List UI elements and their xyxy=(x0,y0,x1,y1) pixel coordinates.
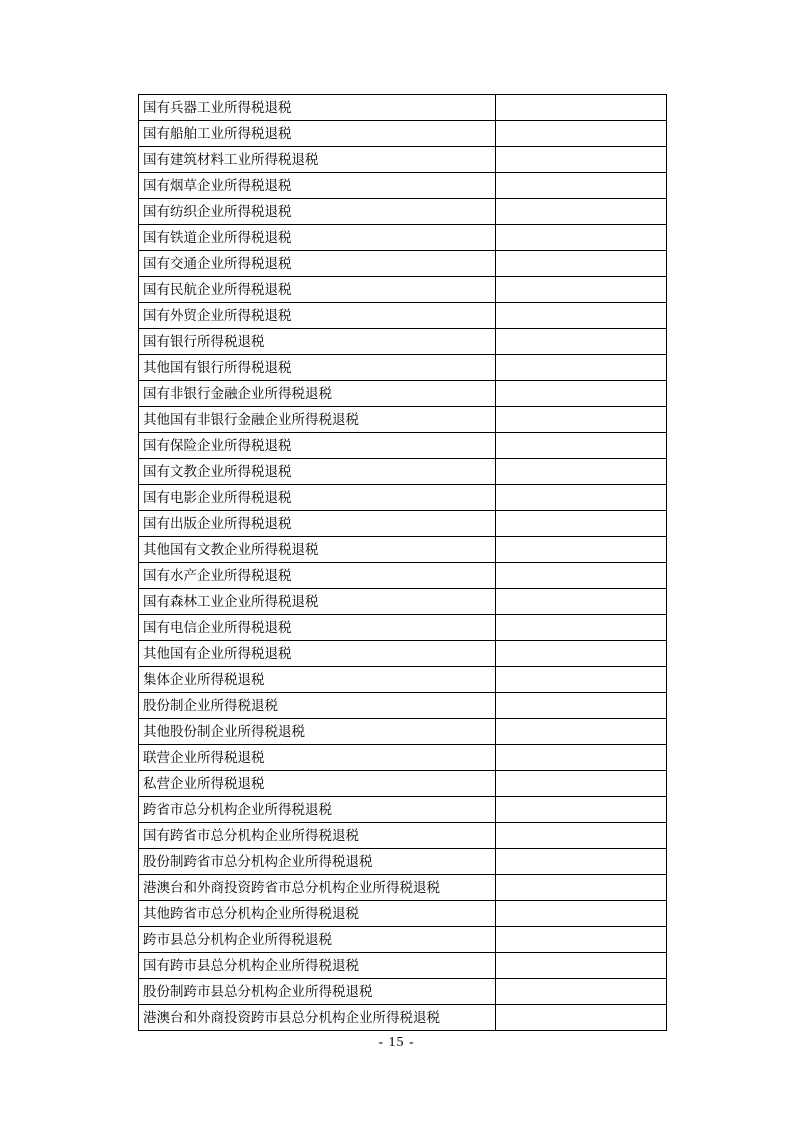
page-number: - 15 - xyxy=(378,1035,415,1050)
item-value-cell xyxy=(496,1005,667,1031)
table-row xyxy=(139,1005,667,1031)
budget-line-items-table xyxy=(138,94,667,1031)
item-value-cell xyxy=(496,849,667,875)
item-value-cell xyxy=(496,277,667,303)
item-value-cell xyxy=(496,979,667,1005)
item-name-cell: 其他国有非银行金融企业所得税退税 xyxy=(139,407,496,433)
table-row xyxy=(139,251,667,277)
item-value-cell xyxy=(496,563,667,589)
table-row xyxy=(139,745,667,771)
table-row xyxy=(139,407,667,433)
item-value-cell xyxy=(496,953,667,979)
item-name-cell: 股份制跨省市总分机构企业所得税退税 xyxy=(139,849,496,875)
item-value-cell xyxy=(496,719,667,745)
table-row xyxy=(139,615,667,641)
item-value-cell xyxy=(496,901,667,927)
item-value-cell xyxy=(496,485,667,511)
table-row xyxy=(139,719,667,745)
table-row xyxy=(139,563,667,589)
item-value-cell xyxy=(496,927,667,953)
item-value-cell xyxy=(496,875,667,901)
item-value-cell xyxy=(496,745,667,771)
item-name-cell: 国有铁道企业所得税退税 xyxy=(139,225,496,251)
item-name-cell: 联营企业所得税退税 xyxy=(139,745,496,771)
item-value-cell xyxy=(496,615,667,641)
item-value-cell xyxy=(496,433,667,459)
item-value-cell xyxy=(496,823,667,849)
item-value-cell xyxy=(496,225,667,251)
table-row xyxy=(139,147,667,173)
table-row xyxy=(139,303,667,329)
table-row xyxy=(139,979,667,1005)
table-row xyxy=(139,485,667,511)
table-row xyxy=(139,459,667,485)
item-name-cell: 国有电影企业所得税退税 xyxy=(139,485,496,511)
item-value-cell xyxy=(496,693,667,719)
item-name-cell: 股份制企业所得税退税 xyxy=(139,693,496,719)
item-value-cell xyxy=(496,251,667,277)
item-name-cell: 跨市县总分机构企业所得税退税 xyxy=(139,927,496,953)
item-name-cell: 国有兵器工业所得税退税 xyxy=(139,95,496,121)
item-value-cell xyxy=(496,381,667,407)
item-value-cell xyxy=(496,355,667,381)
table-row xyxy=(139,849,667,875)
item-value-cell xyxy=(496,173,667,199)
item-name-cell: 其他跨省市总分机构企业所得税退税 xyxy=(139,901,496,927)
item-name-cell: 港澳台和外商投资跨省市总分机构企业所得税退税 xyxy=(139,875,496,901)
item-name-cell: 国有电信企业所得税退税 xyxy=(139,615,496,641)
item-name-cell: 国有跨市县总分机构企业所得税退税 xyxy=(139,953,496,979)
item-value-cell xyxy=(496,407,667,433)
item-name-cell: 集体企业所得税退税 xyxy=(139,667,496,693)
table-row xyxy=(139,641,667,667)
item-name-cell: 国有民航企业所得税退税 xyxy=(139,277,496,303)
item-value-cell xyxy=(496,641,667,667)
table-row xyxy=(139,225,667,251)
table-row xyxy=(139,537,667,563)
item-name-cell: 国有船舶工业所得税退税 xyxy=(139,121,496,147)
table-body xyxy=(139,95,667,1031)
item-name-cell: 其他国有企业所得税退税 xyxy=(139,641,496,667)
table-row xyxy=(139,433,667,459)
item-name-cell: 其他国有银行所得税退税 xyxy=(139,355,496,381)
item-value-cell xyxy=(496,537,667,563)
table-row xyxy=(139,95,667,121)
table-row xyxy=(139,693,667,719)
item-value-cell xyxy=(496,667,667,693)
table-row xyxy=(139,329,667,355)
item-name-cell: 其他股份制企业所得税退税 xyxy=(139,719,496,745)
item-name-cell: 国有出版企业所得税退税 xyxy=(139,511,496,537)
item-value-cell xyxy=(496,147,667,173)
item-name-cell: 国有文教企业所得税退税 xyxy=(139,459,496,485)
item-name-cell: 国有水产企业所得税退税 xyxy=(139,563,496,589)
item-value-cell xyxy=(496,589,667,615)
table-row xyxy=(139,355,667,381)
item-name-cell: 股份制跨市县总分机构企业所得税退税 xyxy=(139,979,496,1005)
table-row xyxy=(139,199,667,225)
item-value-cell xyxy=(496,121,667,147)
table-row xyxy=(139,927,667,953)
table-row xyxy=(139,953,667,979)
table-row xyxy=(139,875,667,901)
item-value-cell xyxy=(496,771,667,797)
item-name-cell: 其他国有文教企业所得税退税 xyxy=(139,537,496,563)
item-name-cell: 跨省市总分机构企业所得税退税 xyxy=(139,797,496,823)
item-value-cell xyxy=(496,95,667,121)
table-row xyxy=(139,589,667,615)
item-value-cell xyxy=(496,511,667,537)
table-row xyxy=(139,173,667,199)
item-name-cell: 国有非银行金融企业所得税退税 xyxy=(139,381,496,407)
item-name-cell: 国有建筑材料工业所得税退税 xyxy=(139,147,496,173)
table-row xyxy=(139,771,667,797)
item-name-cell: 国有交通企业所得税退税 xyxy=(139,251,496,277)
table-row xyxy=(139,121,667,147)
item-name-cell: 国有烟草企业所得税退税 xyxy=(139,173,496,199)
item-name-cell: 国有森林工业企业所得税退税 xyxy=(139,589,496,615)
table-row xyxy=(139,511,667,537)
item-value-cell xyxy=(496,329,667,355)
item-name-cell: 国有外贸企业所得税退税 xyxy=(139,303,496,329)
item-name-cell: 私营企业所得税退税 xyxy=(139,771,496,797)
item-name-cell: 国有银行所得税退税 xyxy=(139,329,496,355)
table-row xyxy=(139,797,667,823)
item-value-cell xyxy=(496,199,667,225)
item-name-cell: 国有纺织企业所得税退税 xyxy=(139,199,496,225)
item-name-cell: 国有保险企业所得税退税 xyxy=(139,433,496,459)
table-row xyxy=(139,277,667,303)
item-name-cell: 国有跨省市总分机构企业所得税退税 xyxy=(139,823,496,849)
table-row xyxy=(139,901,667,927)
table-row xyxy=(139,823,667,849)
item-name-cell: 港澳台和外商投资跨市县总分机构企业所得税退税 xyxy=(139,1005,496,1031)
table-row xyxy=(139,381,667,407)
item-value-cell xyxy=(496,303,667,329)
item-value-cell xyxy=(496,459,667,485)
table-row xyxy=(139,667,667,693)
item-value-cell xyxy=(496,797,667,823)
